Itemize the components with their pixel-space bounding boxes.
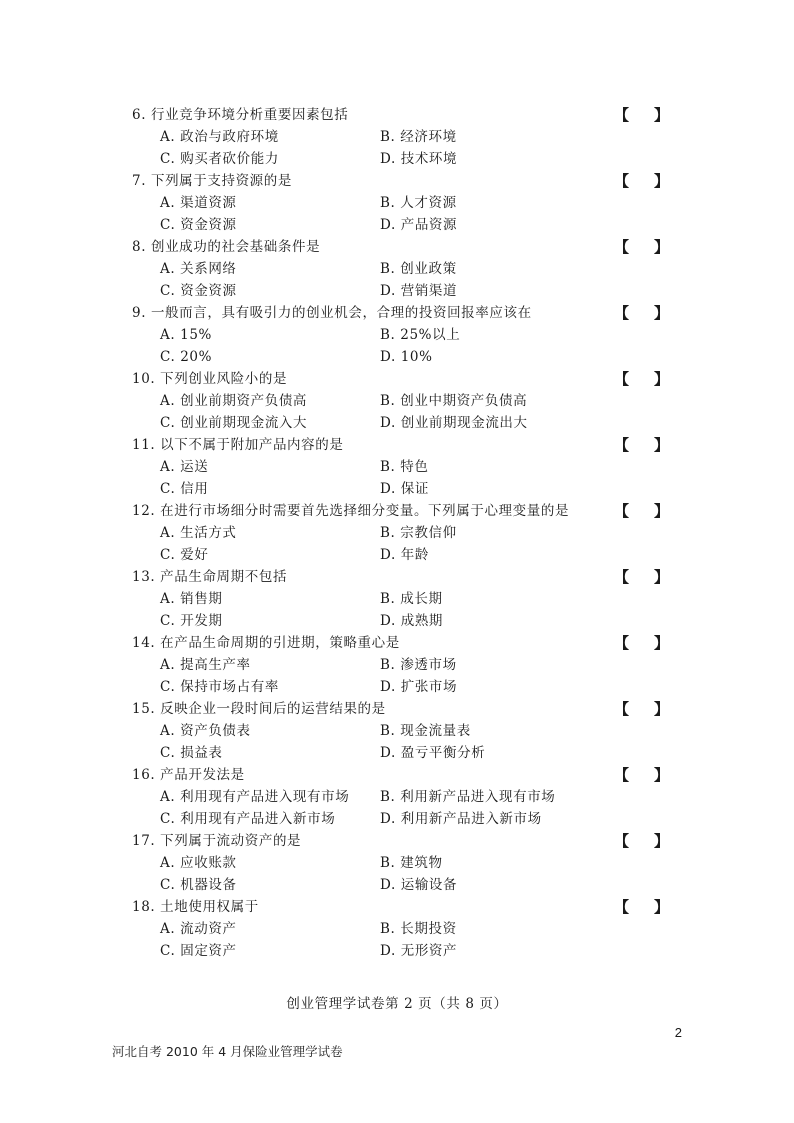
answer-option: B. 特色 (380, 459, 429, 475)
page-footer-title: 创业管理学试卷第 2 页（共 8 页） (286, 996, 508, 1012)
question-item (0, 764, 794, 830)
question-item (0, 302, 794, 368)
option-row (0, 456, 794, 478)
answer-bracket-left: 【 (614, 766, 630, 784)
option-row (0, 808, 794, 830)
answer-option: A. 创业前期资产负债高 (160, 393, 308, 409)
answer-bracket-right: 】 (654, 370, 670, 388)
answer-option: B. 经济环境 (380, 129, 457, 145)
answer-option: D. 10% (380, 349, 433, 365)
question-item (0, 104, 794, 170)
option-row (0, 324, 794, 346)
question-item (0, 170, 794, 236)
answer-option: C. 固定资产 (160, 943, 237, 959)
answer-option: C. 购买者砍价能力 (160, 151, 279, 167)
answer-option: C. 损益表 (160, 745, 223, 761)
answer-bracket-left: 【 (614, 502, 630, 520)
option-row (0, 390, 794, 412)
question-stem: 10. 下列创业风险小的是 (132, 371, 288, 387)
question-stem: 7. 下列属于支持资源的是 (132, 173, 292, 189)
question-stem-row (0, 764, 794, 786)
answer-option: A. 流动资产 (160, 921, 237, 937)
answer-bracket-right: 】 (654, 172, 670, 190)
question-stem: 16. 产品开发法是 (132, 767, 245, 783)
question-item (0, 632, 794, 698)
answer-option: D. 产品资源 (380, 217, 458, 233)
option-row (0, 654, 794, 676)
answer-bracket-right: 】 (654, 568, 670, 586)
answer-option: B. 长期投资 (380, 921, 457, 937)
question-stem: 15. 反映企业一段时间后的运营结果的是 (132, 701, 386, 717)
question-item (0, 896, 794, 962)
answer-option: C. 爱好 (160, 547, 209, 563)
answer-bracket-left: 【 (614, 172, 630, 190)
question-stem-row (0, 500, 794, 522)
answer-option: B. 宗教信仰 (380, 525, 457, 541)
answer-option: C. 利用现有产品进入新市场 (160, 811, 336, 827)
answer-option: D. 营销渠道 (380, 283, 458, 299)
answer-option: D. 保证 (380, 481, 429, 497)
answer-bracket-right: 】 (654, 832, 670, 850)
option-row (0, 720, 794, 742)
option-row (0, 412, 794, 434)
question-stem: 14. 在产品生命周期的引进期，策略重心是 (132, 635, 400, 651)
question-stem-row (0, 368, 794, 390)
answer-bracket-left: 【 (614, 106, 630, 124)
answer-option: A. 政治与政府环境 (160, 129, 279, 145)
answer-bracket-left: 【 (614, 238, 630, 256)
question-stem: 17. 下列属于流动资产的是 (132, 833, 302, 849)
answer-option: C. 创业前期现金流入大 (160, 415, 308, 431)
source-note: 河北自考 2010 年 4 月保险业管理学试卷 (112, 1044, 343, 1059)
answer-bracket-left: 【 (614, 832, 630, 850)
option-row (0, 610, 794, 632)
option-row (0, 544, 794, 566)
question-stem: 13. 产品生命周期不包括 (132, 569, 288, 585)
question-stem-row (0, 632, 794, 654)
answer-option: B. 现金流量表 (380, 723, 471, 739)
answer-option: B. 人才资源 (380, 195, 457, 211)
answer-bracket-right: 】 (654, 304, 670, 322)
answer-bracket-right: 】 (654, 766, 670, 784)
answer-option: C. 20% (160, 349, 213, 365)
answer-bracket-left: 【 (614, 568, 630, 586)
answer-option: C. 保持市场占有率 (160, 679, 279, 695)
answer-bracket-left: 【 (614, 898, 630, 916)
page-number: 2 (674, 1025, 682, 1040)
option-row (0, 786, 794, 808)
answer-option: C. 开发期 (160, 613, 223, 629)
question-item (0, 500, 794, 566)
question-stem: 9. 一般而言，具有吸引力的创业机会，合理的投资回报率应该在 (132, 305, 532, 321)
question-stem-row (0, 896, 794, 918)
answer-option: B. 渗透市场 (380, 657, 457, 673)
answer-option: C. 资金资源 (160, 217, 237, 233)
question-stem-row (0, 698, 794, 720)
option-row (0, 478, 794, 500)
option-row (0, 874, 794, 896)
question-stem: 12. 在进行市场细分时需要首先选择细分变量。下列属于心理变量的是 (132, 503, 570, 519)
answer-option: B. 成长期 (380, 591, 443, 607)
answer-option: D. 盈亏平衡分析 (380, 745, 486, 761)
answer-option: B. 25%以上 (380, 327, 461, 343)
answer-option: D. 无形资产 (380, 943, 458, 959)
answer-option: A. 销售期 (160, 591, 223, 607)
question-item (0, 698, 794, 764)
option-row (0, 522, 794, 544)
option-row (0, 148, 794, 170)
option-row (0, 940, 794, 962)
answer-bracket-right: 】 (654, 238, 670, 256)
answer-option: A. 应收账款 (160, 855, 237, 871)
answer-option: B. 创业中期资产负债高 (380, 393, 528, 409)
question-stem-row (0, 170, 794, 192)
option-row (0, 192, 794, 214)
question-item (0, 434, 794, 500)
question-item (0, 566, 794, 632)
option-row (0, 214, 794, 236)
answer-bracket-right: 】 (654, 106, 670, 124)
answer-bracket-left: 【 (614, 370, 630, 388)
question-stem-row (0, 830, 794, 852)
answer-option: A. 运送 (160, 459, 209, 475)
answer-bracket-left: 【 (614, 304, 630, 322)
option-row (0, 852, 794, 874)
answer-option: A. 关系网络 (160, 261, 237, 277)
question-stem-row (0, 104, 794, 126)
answer-option: C. 信用 (160, 481, 209, 497)
question-stem-row (0, 302, 794, 324)
answer-option: A. 利用现有产品进入现有市场 (160, 789, 350, 805)
option-row (0, 676, 794, 698)
option-row (0, 742, 794, 764)
question-item (0, 236, 794, 302)
question-stem: 6. 行业竞争环境分析重要因素包括 (132, 107, 349, 123)
option-row (0, 918, 794, 940)
answer-option: D. 技术环境 (380, 151, 458, 167)
question-list (0, 104, 794, 962)
answer-bracket-left: 【 (614, 700, 630, 718)
answer-option: B. 建筑物 (380, 855, 443, 871)
answer-option: A. 生活方式 (160, 525, 237, 541)
answer-option: D. 扩张市场 (380, 679, 458, 695)
answer-option: D. 创业前期现金流出大 (380, 415, 528, 431)
answer-bracket-right: 】 (654, 436, 670, 454)
option-row (0, 588, 794, 610)
answer-option: D. 运输设备 (380, 877, 458, 893)
answer-option: B. 利用新产品进入现有市场 (380, 789, 556, 805)
answer-option: B. 创业政策 (380, 261, 457, 277)
question-stem-row (0, 236, 794, 258)
option-row (0, 280, 794, 302)
answer-bracket-right: 】 (654, 502, 670, 520)
answer-bracket-right: 】 (654, 898, 670, 916)
answer-option: C. 机器设备 (160, 877, 237, 893)
answer-option: D. 利用新产品进入新市场 (380, 811, 542, 827)
answer-option: D. 年龄 (380, 547, 429, 563)
question-item (0, 830, 794, 896)
answer-option: C. 资金资源 (160, 283, 237, 299)
option-row (0, 126, 794, 148)
answer-option: A. 资产负债表 (160, 723, 251, 739)
question-stem: 8. 创业成功的社会基础条件是 (132, 239, 321, 255)
answer-option: A. 渠道资源 (160, 195, 237, 211)
answer-bracket-right: 】 (654, 634, 670, 652)
answer-bracket-left: 【 (614, 634, 630, 652)
question-stem-row (0, 566, 794, 588)
answer-bracket-right: 】 (654, 700, 670, 718)
option-row (0, 346, 794, 368)
question-item (0, 368, 794, 434)
option-row (0, 258, 794, 280)
question-stem: 11. 以下不属于附加产品内容的是 (132, 437, 344, 453)
answer-option: A. 提高生产率 (160, 657, 251, 673)
question-stem-row (0, 434, 794, 456)
answer-option: D. 成熟期 (380, 613, 444, 629)
question-stem: 18. 土地使用权属于 (132, 899, 259, 915)
answer-bracket-left: 【 (614, 436, 630, 454)
answer-option: A. 15% (160, 327, 212, 343)
